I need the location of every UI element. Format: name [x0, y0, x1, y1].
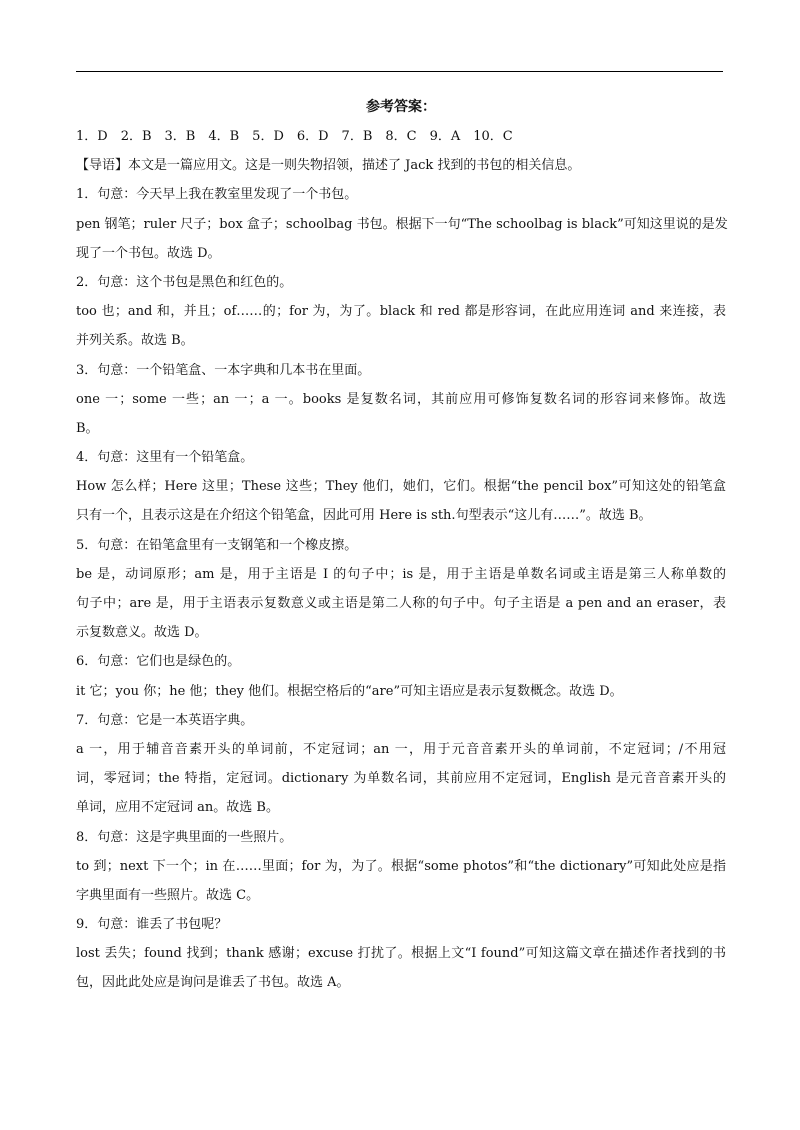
q3-explanation-cont: B。	[76, 420, 99, 436]
q2-explanation: too 也；and 和，并且；of……的；for 为，为了。black 和 red 都是形容词，在此应用连词 and 来连接，表	[76, 304, 726, 320]
q4-meaning: 4．句意：这里有一个铅笔盒。	[76, 450, 254, 466]
q7-explanation-cont: 词，零冠词；the 特指，定冠词。dictionary 为单数名词，其前应用不定冠词，English 是元音音素开头的	[76, 771, 726, 787]
q3-explanation: one 一；some 一些；an 一；a 一。books 是复数名词，其前应用可修饰复数名词的形容词来修饰。故选	[76, 391, 726, 407]
q1-explanation-cont: 现了一个书包。故选 D。	[76, 245, 221, 261]
q9-explanation-cont: 包，因此此处应是询问是谁丢了书包。故选 A。	[76, 975, 350, 991]
q9-meaning: 9．句意：谁丢了书包呢？	[76, 917, 228, 933]
q8-explanation: to 到；next 下一个；in 在……里面；for 为，为了。根据“some photos”和“the dictionary”可知此处应是指	[76, 858, 726, 874]
header-rule	[76, 71, 723, 72]
q1-explanation: pen 钢笔；ruler 尺子；box 盒子；schoolbag 书包。根据下一句“The schoolbag is black”可知这里说的是发	[76, 216, 728, 232]
q9-explanation: lost 丢失；found 找到；thank 感谢；excuse 打扰了。根据上文“I found”可知这篇文章在描述作者找到的书	[76, 946, 726, 962]
answer-key-line: 1．D 2．B 3．B 4．B 5．D 6．D 7．B 8．C 9．A 10．C	[76, 129, 513, 144]
q5-explanation: be 是，动词原形；am 是，用于主语是 I 的句子中；is 是，用于主语是单数名词或主语是第三人称单数的	[76, 566, 726, 582]
page-title: 参考答案：	[366, 99, 436, 115]
q7-meaning: 7．句意：它是一本英语字典。	[76, 712, 254, 728]
q6-meaning: 6．句意：它们也是绿色的。	[76, 654, 241, 670]
answer-document	[76, 96, 726, 998]
q2-explanation-cont: 并列关系。故选 B。	[76, 333, 194, 349]
q5-meaning: 5．句意：在铅笔盒里有一支钢笔和一个橡皮擦。	[76, 537, 358, 553]
q2-meaning: 2．句意：这个书包是黑色和红色的。	[76, 274, 293, 290]
q4-explanation: How 怎么样；Here 这里；These 这些；They 他们，她们，它们。根据“the pencil box”可知这处的铅笔盒	[76, 479, 726, 495]
q7-explanation-end: 单词，应用不定冠词 an。故选 B。	[76, 800, 279, 816]
q3-meaning: 3．句意：一个铅笔盒、一本字典和几本书在里面。	[76, 362, 371, 378]
q8-meaning: 8．句意：这是字典里面的一些照片。	[76, 829, 293, 845]
q4-explanation-cont: 只有一个，且表示这是在介绍这个铅笔盒，因此可用 Here is sth.句型表示“这儿有……”。故选 B。	[76, 508, 652, 524]
q5-explanation-cont: 句子中；are 是，用于主语表示复数意义或主语是第二人称的句子中。句子主语是 a pen and an eraser，表	[76, 596, 726, 611]
q6-explanation: it 它；you 你；he 他；they 他们。根据空格后的“are”可知主语应是表示复数概念。故选 D。	[76, 683, 623, 699]
q8-explanation-cont: 字典里面有一些照片。故选 C。	[76, 887, 260, 903]
q5-explanation-end: 示复数意义。故选 D。	[76, 625, 208, 641]
q1-meaning: 1．句意：今天早上我在教室里发现了一个书包。	[76, 187, 358, 203]
q7-explanation: a 一，用于辅音音素开头的单词前，不定冠词；an 一，用于元音音素开头的单词前，不定冠词；/不用冠	[76, 741, 726, 757]
guide-intro: 【导语】本文是一篇应用文。这是一则失物招领，描述了 Jack 找到的书包的相关信息。	[76, 158, 581, 174]
